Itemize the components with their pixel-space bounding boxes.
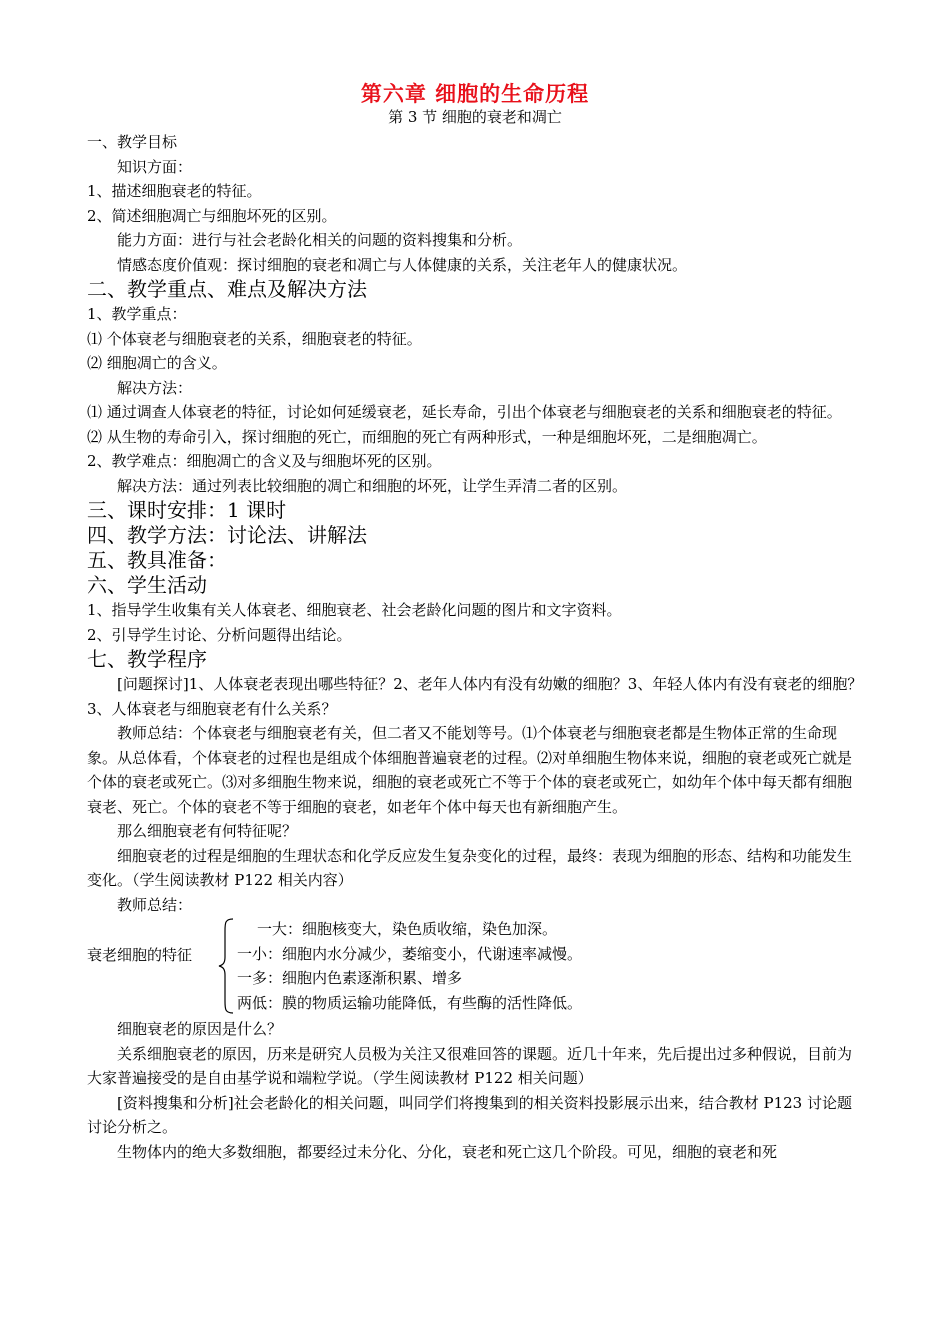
section-5-heading: 五、教具准备： — [87, 548, 227, 572]
section-4-heading: 四、教学方法：讨论法、讲解法 — [87, 523, 367, 547]
feature-item-4: 两低：膜的物质运输功能降低，有些酶的活性降低。 — [237, 993, 583, 1012]
method-1: ⑴ 通过调查人体衰老的特征，讨论如何延缓衰老，延长寿命，引出个体衰老与细胞衰老的关系和细胞衰老的特征。 — [87, 403, 842, 421]
section-6-heading: 六、学生活动 — [87, 573, 207, 597]
knowledge-item-1: 1、描述细胞衰老的特征。 — [87, 182, 262, 200]
knowledge-label: 知识方面： — [117, 157, 193, 176]
feature-item-3: 一多：细胞内色素逐渐积累、增多 — [237, 969, 463, 987]
curly-brace-icon — [217, 917, 235, 1015]
emotion-goal: 情感态度价值观：探讨细胞的衰老和凋亡与人体健康的关系，关注老年人的健康状况。 — [117, 255, 688, 274]
knowledge-item-2: 2、简述细胞凋亡与细胞坏死的区别。 — [87, 206, 337, 225]
features-label: 衰老细胞的特征 — [87, 946, 193, 964]
ability-goal: 能力方面：进行与社会老龄化相关的问题的资料搜集和分析。 — [117, 231, 523, 249]
method-2: ⑵ 从生物的寿命引入，探讨细胞的死亡，而细胞的死亡有两种形式，一种是细胞坏死，二是细胞凋亡。 — [87, 427, 767, 446]
features-list — [237, 917, 582, 1015]
key-points-label: 1、教学重点： — [87, 305, 187, 323]
difficulty: 2、教学难点：细胞凋亡的含义及与细胞坏死的区别。 — [87, 452, 442, 470]
cause-question: 细胞衰老的原因是什么？ — [117, 1020, 283, 1038]
method-label: 解决方法： — [117, 378, 193, 397]
data-analysis-paragraph: [资料搜集和分析]社会老龄化的相关问题，叫同学们将搜集到的相关资料投影展示出来，结合教材 P123 讨论题讨论分析之。 — [87, 1093, 852, 1136]
feature-item-2: 一小：细胞内水分减少，萎缩变小，代谢速率减慢。 — [237, 944, 583, 963]
problem-discussion: [问题探讨]1、人体衰老表现出哪些特征？2、老年人体内有没有幼嫩的细胞？3、年轻人体内有没有衰老的细胞？3、人体衰老与细胞衰老有什么关系？ — [87, 675, 863, 718]
feature-item-1: 一大：细胞核变大，染色质收缩，染色加深。 — [257, 920, 558, 938]
activity-1: 1、指导学生收集有关人体衰老、细胞衰老、社会老龄化问题的图片和文字资料。 — [87, 601, 622, 619]
teacher-summary-1: 教师总结：个体衰老与细胞衰老有关，但二者又不能划等号。⑴个体衰老与细胞衰老都是生物体正常的生命现象。从总体看，个体衰老的过程也是组成个体细胞普遍衰老的过程。⑵对单细胞生物体来说，细胞的衰老或死亡就是个体的衰老或死亡。⑶对多细胞生物来说，细胞的衰老或死亡不等于个体的衰老或死亡，如幼年个体中每天都有细胞衰老、死亡。个体的衰老不等于细胞的衰老，如老年个体中每天也有新细胞产生。 — [87, 724, 853, 816]
section-3-heading: 三、课时安排：1 课时 — [87, 498, 287, 522]
section-1-heading: 一、教学目标 — [87, 133, 178, 151]
feature-question: 那么细胞衰老有何特征呢？ — [117, 822, 298, 840]
teacher-summary-label: 教师总结： — [117, 895, 193, 914]
key-point-2: ⑵ 细胞凋亡的含义。 — [87, 354, 227, 372]
section-7-heading: 七、教学程序 — [87, 647, 207, 671]
aging-process-paragraph: 细胞衰老的过程是细胞的生理状态和化学反应发生复杂变化的过程，最终：表现为细胞的形态、结构和功能发生变化。（学生阅读教材 P122 相关内容） — [87, 846, 853, 889]
document-body — [87, 130, 863, 1164]
section-2-heading: 二、教学重点、难点及解决方法 — [87, 277, 367, 301]
final-paragraph: 生物体内的绝大多数细胞，都要经过未分化、分化，衰老和死亡这几个阶段。可见，细胞的衰老和死 — [117, 1142, 778, 1161]
aging-features-block — [87, 917, 863, 1017]
section-subtitle: 第 3 节 细胞的衰老和凋亡 — [388, 108, 562, 126]
key-point-1: ⑴ 个体衰老与细胞衰老的关系，细胞衰老的特征。 — [87, 329, 422, 348]
activity-2: 2、引导学生讨论、分析问题得出结论。 — [87, 625, 352, 644]
chapter-title: 第六章 细胞的生命历程 — [360, 81, 590, 106]
difficulty-method: 解决方法：通过列表比较细胞的凋亡和细胞的坏死，让学生弄清二者的区别。 — [117, 476, 628, 495]
cause-paragraph: 关系细胞衰老的原因，历来是研究人员极为关注又很难回答的课题。近几十年来，先后提出过多种假说，目前为大家普遍接受的是自由基学说和端粒学说。（学生阅读教材 P122 相关问题） — [87, 1044, 853, 1087]
